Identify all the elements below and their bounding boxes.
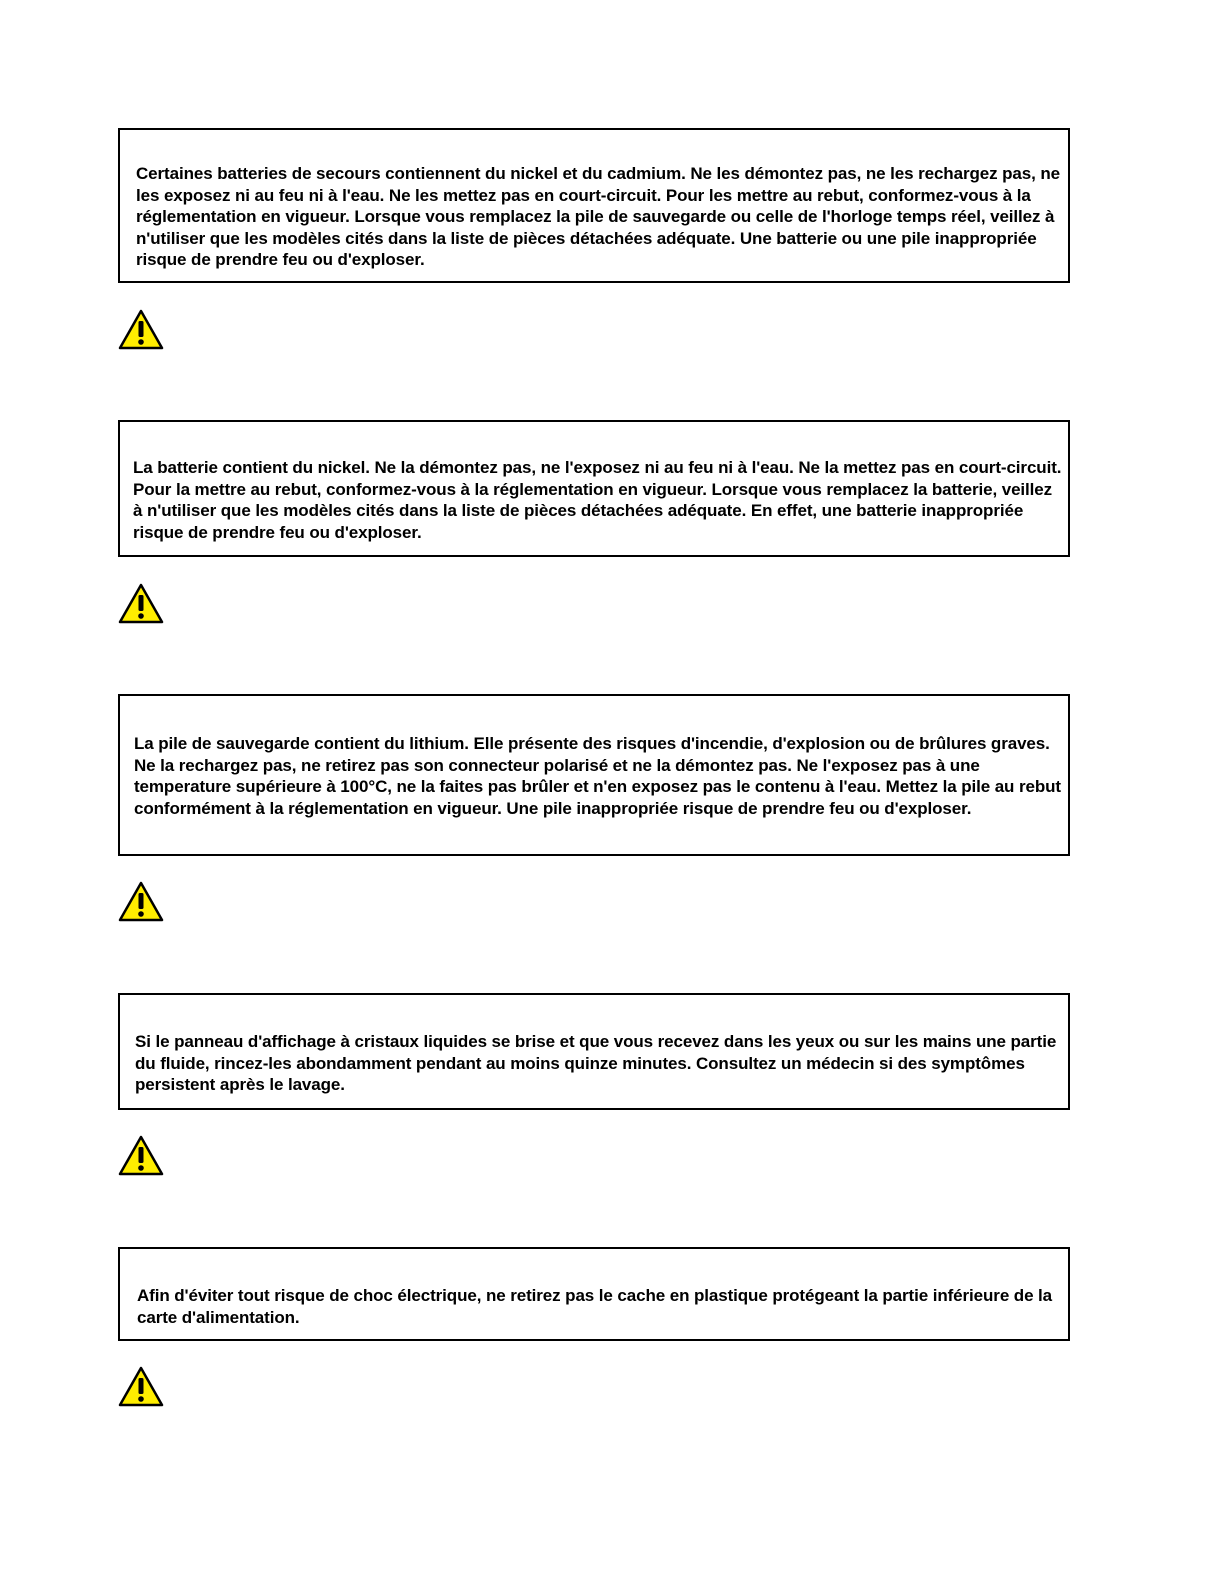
safety-notice-box-1 (118, 128, 1070, 283)
warning-triangle-icon (118, 881, 164, 923)
safety-notice-box-3 (118, 694, 1070, 856)
safety-notice-text-5: Afin d'éviter tout risque de choc électrique, ne retirez pas le cache en plastique protégeant la partie inférieure de la carte d'alimentation. (137, 1286, 1053, 1327)
safety-notice-text-2: La batterie contient du nickel. Ne la démontez pas, ne l'exposez ni au feu ni à l'eau. Ne la mettez pas en court-circuit. Pour la mettre au rebut, conformez-vous à la réglementation en vigueur. Lorsque vous remplacez la batterie, veillez à n'utiliser que les modèles cités dans la liste de pièces détachées adéquate. En effet, une batterie inappropriée risque de prendre feu ou d'exploser. (133, 458, 1062, 542)
safety-notice-box-2 (118, 420, 1070, 557)
warning-triangle-icon (118, 1366, 164, 1408)
safety-notice-box-4 (118, 993, 1070, 1110)
safety-notice-text-1: Certaines batteries de secours contiennent du nickel et du cadmium. Ne les démontez pas, ne les rechargez pas, ne les exposez ni au feu ni à l'eau. Ne les mettez pas en court-circuit. Pour les mettre au rebut, conformez-vous à la réglementation en vigueur. Lorsque vous remplacez la pile de sauvegarde ou celle de l'horloge temps réel, veillez à n'utiliser que les modèles cités dans la liste de pièces détachées adéquate. Une batterie ou une pile inappropriée risque de prendre feu ou d'exploser. (136, 164, 1060, 269)
safety-notice-text-4: Si le panneau d'affichage à cristaux liquides se brise et que vous recevez dans les yeux ou sur les mains une partie du fluide, rincez-les abondamment pendant au moins quinze minutes. Consultez un médecin si des symptômes persistent après le lavage. (135, 1032, 1057, 1094)
warning-triangle-icon (118, 309, 164, 351)
safety-notice-text-3: La pile de sauvegarde contient du lithium. Elle présente des risques d'incendie, d'explosion ou de brûlures graves. Ne la rechargez pas, ne retirez pas son connecteur polarisé et ne la démontez pas. Ne l'exposez pas à une temperature supérieure à 100°C, ne la faites pas brûler et n'en exposez pas le contenu à l'eau. Mettez la pile au rebut conformément à la réglementation en vigueur. Une pile inappropriée risque de prendre feu ou d'exploser. (134, 734, 1061, 818)
safety-notice-box-5 (118, 1247, 1070, 1341)
warning-triangle-icon (118, 583, 164, 625)
warning-triangle-icon (118, 1135, 164, 1177)
